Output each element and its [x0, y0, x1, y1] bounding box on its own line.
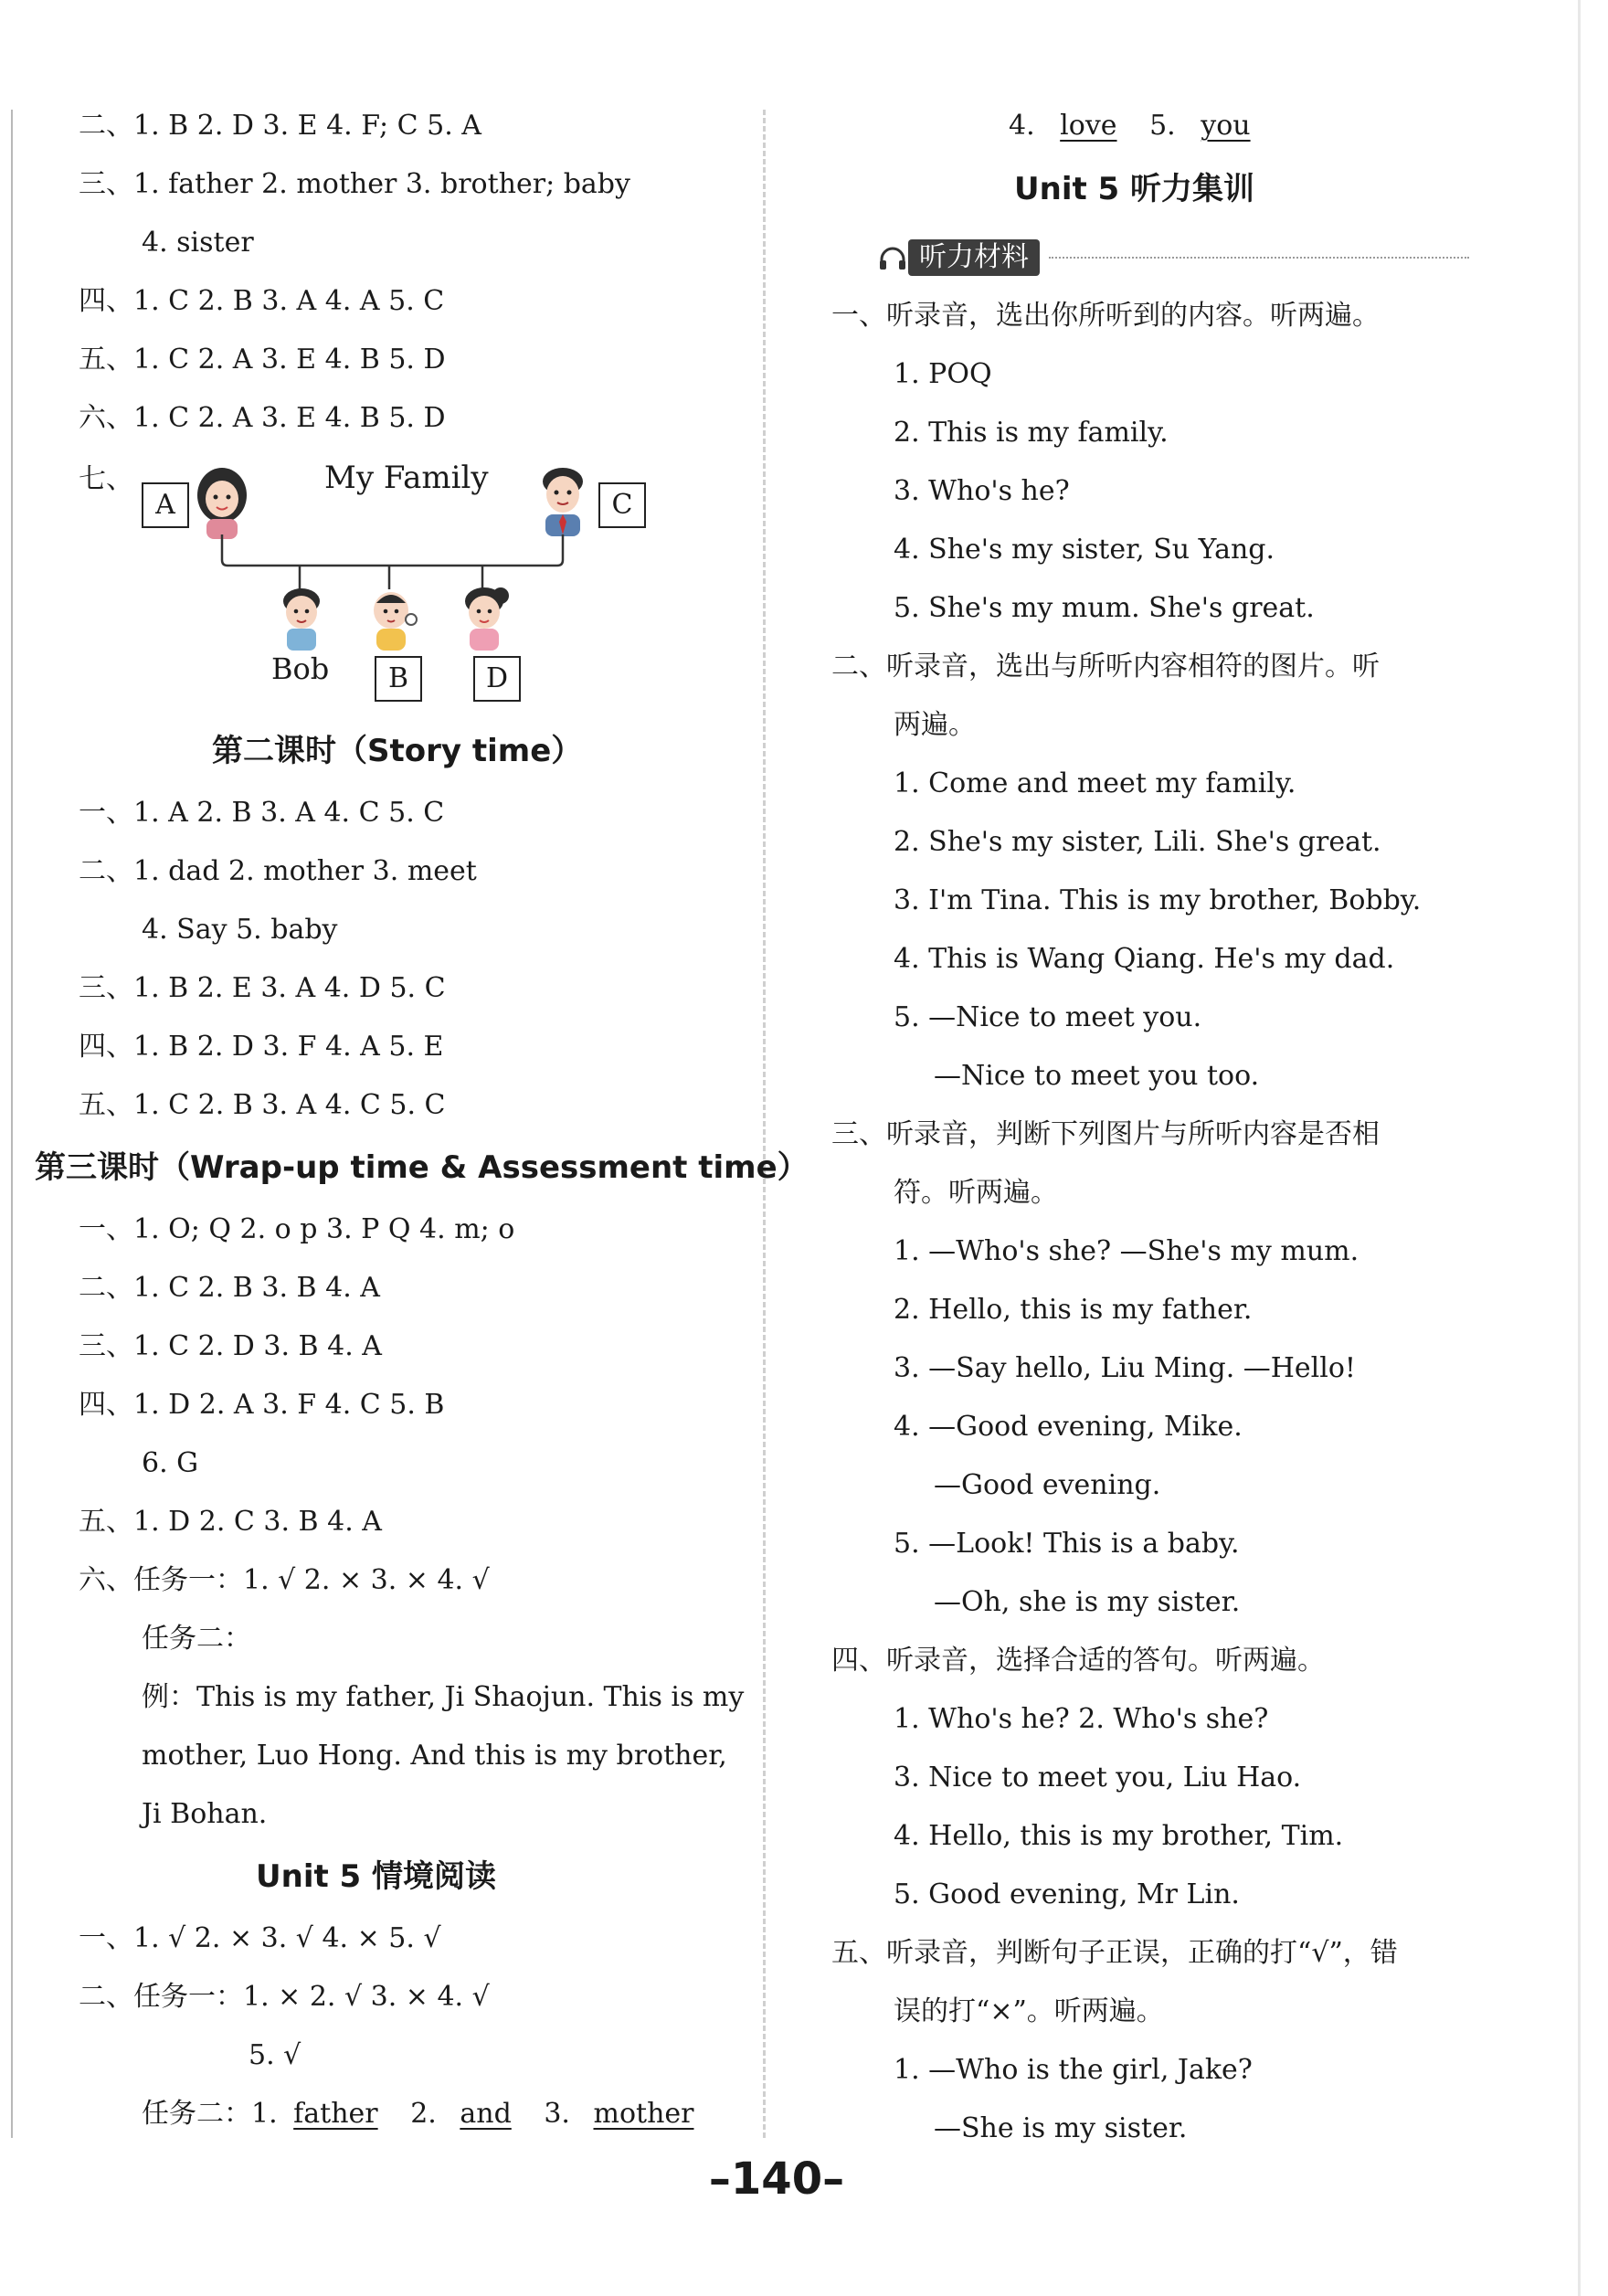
answer-line: 四、1. C 2. B 3. A 4. A 5. C: [79, 285, 445, 317]
task2-answers: [142, 2096, 693, 2132]
page-number: –140–: [708, 2153, 845, 2205]
listening-line: —Good evening.: [934, 1469, 1161, 1501]
headphones-icon: [877, 242, 908, 273]
listening-material-label: 听力材料: [908, 239, 1040, 276]
mother-icon: [194, 464, 250, 541]
listening-line: 3. Nice to meet you, Liu Hao.: [894, 1762, 1302, 1793]
listening-instruction: 二、听录音，选出与所听内容相符的图片。听: [831, 651, 1380, 682]
answer-line: 五、1. C 2. B 3. A 4. C 5. C: [79, 1089, 446, 1121]
answer-line: 三、1. C 2. D 3. B 4. A: [79, 1330, 382, 1362]
answer-line: 二、任务一：1. × 2. √ 3. × 4. √: [79, 1981, 490, 2013]
listening-line: 3. Who's he?: [894, 475, 1070, 507]
answer-box-a: A: [142, 482, 189, 528]
page-left-edge: [11, 110, 13, 2138]
father-icon: [534, 461, 591, 538]
task2-word-1: father: [293, 2098, 378, 2130]
baby-icon: [365, 583, 418, 652]
listening-instruction: 三、听录音，判断下列图片与所听内容是否相: [831, 1118, 1380, 1150]
listening-instruction: 一、听录音，选出你所听到的内容。听两遍。: [831, 300, 1380, 332]
bob-label: Bob: [271, 651, 330, 686]
listening-instruction: 两遍。: [894, 709, 976, 741]
answer-box-d: D: [473, 656, 521, 702]
answer-line: 5. √: [249, 2039, 302, 2071]
answer-line: 4. sister: [142, 227, 254, 259]
task2-prefix: 任务二：1.: [142, 2098, 278, 2130]
carryover-answers: [1009, 108, 1251, 144]
tag-dotted-rule: [1049, 257, 1469, 259]
listening-line: 1. Who's he? 2. Who's she?: [894, 1703, 1269, 1735]
boy-icon: [276, 583, 327, 652]
answer-line: 二、1. dad 2. mother 3. meet: [79, 855, 477, 887]
section-heading-wrap-up: 第三课时（Wrap-up time & Assessment time）: [35, 1149, 809, 1186]
answer-box-b: B: [375, 656, 422, 702]
answer-line: 二、1. C 2. B 3. B 4. A: [79, 1272, 380, 1304]
section-heading-story-time: 第二课时（Story time）: [212, 733, 583, 769]
answer-line: 六、任务一：1. √ 2. × 3. × 4. √: [79, 1564, 490, 1596]
answer-line: 三、1. father 2. mother 3. brother; baby: [79, 168, 630, 200]
listening-line: 1. —Who is the girl, Jake?: [894, 2054, 1253, 2086]
answer-line: 4. Say 5. baby: [142, 914, 338, 946]
listening-line: 4. She's my sister, Su Yang.: [894, 534, 1275, 566]
listening-line: 5. She's my mum. She's great.: [894, 592, 1315, 624]
answer-line: 6. G: [142, 1447, 199, 1479]
family-tree-title: My Family: [324, 460, 489, 496]
listening-line: 1. —Who's she? —She's my mum.: [894, 1235, 1359, 1267]
listening-line: —She is my sister.: [934, 2112, 1188, 2144]
listening-line: —Oh, she is my sister.: [934, 1586, 1241, 1618]
listening-material-tag: [877, 239, 1469, 276]
answer-line: 二、1. B 2. D 3. E 4. F; C 5. A: [79, 110, 481, 142]
answer-line: 一、1. A 2. B 3. A 4. C 5. C: [79, 797, 445, 829]
section-heading-reading: Unit 5 情境阅读: [256, 1858, 497, 1895]
listening-line: —Nice to meet you too.: [934, 1060, 1260, 1092]
listening-line: 5. Good evening, Mr Lin.: [894, 1878, 1240, 1910]
carryover-word-5: you: [1201, 110, 1251, 142]
carryover-number-4: 4.: [1009, 110, 1035, 142]
carryover-word-4: love: [1060, 110, 1117, 142]
section-heading-listening: Unit 5 听力集训: [1014, 171, 1255, 207]
listening-line: 2. She's my sister, Lili. She's great.: [894, 826, 1381, 858]
answer-box-c: C: [598, 482, 646, 528]
answer-line: 一、1. √ 2. × 3. √ 4. × 5. √: [79, 1922, 441, 1954]
listening-line: 3. —Say hello, Liu Ming. —Hello!: [894, 1352, 1356, 1384]
listening-line: 4. This is Wang Qiang. He's my dad.: [894, 943, 1395, 975]
listening-line: 5. —Nice to meet you.: [894, 1001, 1202, 1033]
answer-line: 一、1. O; Q 2. o p 3. P Q 4. m; o: [79, 1213, 515, 1245]
question-marker: 七、: [79, 463, 133, 495]
page-right-edge: [1578, 0, 1581, 2296]
listening-line: 1. Come and meet my family.: [894, 767, 1296, 799]
listening-instruction: 五、听录音，判断句子正误，正确的打“√”，错: [831, 1937, 1398, 1969]
listening-instruction: 符。听两遍。: [894, 1177, 1058, 1209]
listening-line: 4. Hello, this is my brother, Tim.: [894, 1820, 1344, 1852]
answer-line: 四、1. B 2. D 3. F 4. A 5. E: [79, 1031, 444, 1063]
column-divider: [763, 110, 766, 2138]
task2-word-3: mother: [593, 2098, 694, 2130]
listening-line: 3. I'm Tina. This is my brother, Bobby.: [894, 884, 1422, 916]
listening-line: 4. —Good evening, Mike.: [894, 1411, 1243, 1443]
answer-line: 例：This is my father, Ji Shaojun. This is my: [142, 1681, 745, 1713]
girl-icon: [459, 581, 512, 652]
answer-line: 五、1. D 2. C 3. B 4. A: [79, 1506, 382, 1538]
carryover-number-5: 5.: [1149, 110, 1176, 142]
listening-line: 1. POQ: [894, 358, 992, 390]
answer-line: Ji Bohan.: [142, 1798, 268, 1830]
answer-line: 三、1. B 2. E 3. A 4. D 5. C: [79, 972, 446, 1004]
listening-instruction: 误的打“×”。听两遍。: [894, 1995, 1164, 2027]
listening-line: 2. This is my family.: [894, 417, 1169, 449]
answer-line: 四、1. D 2. A 3. F 4. C 5. B: [79, 1389, 445, 1421]
listening-instruction: 四、听录音，选择合适的答句。听两遍。: [831, 1645, 1325, 1677]
listening-line: 5. —Look! This is a baby.: [894, 1528, 1240, 1560]
task2-number-3: 3.: [544, 2098, 570, 2130]
answer-line: mother, Luo Hong. And this is my brother,: [142, 1740, 727, 1772]
answer-line: 五、1. C 2. A 3. E 4. B 5. D: [79, 344, 446, 376]
answer-line: 任务二：: [142, 1623, 251, 1655]
family-tree-connectors: [183, 534, 603, 589]
listening-line: 2. Hello, this is my father.: [894, 1294, 1253, 1326]
task2-word-2: and: [460, 2098, 512, 2130]
task2-number-2: 2.: [410, 2098, 437, 2130]
answer-line: 六、1. C 2. A 3. E 4. B 5. D: [79, 402, 446, 434]
